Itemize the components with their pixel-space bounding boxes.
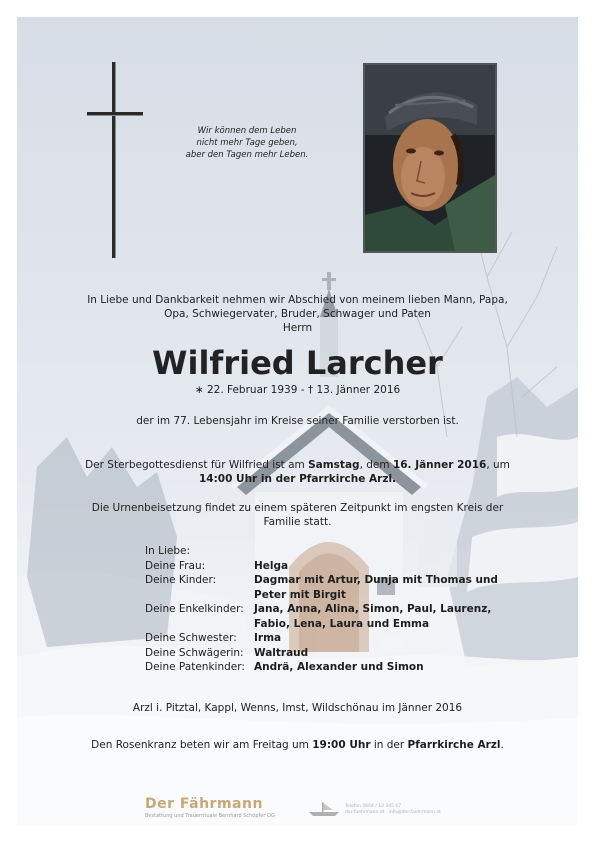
family-heading: In Liebe: (145, 545, 190, 557)
family-label: Deine Schwägerin: (145, 646, 244, 659)
family-value: Jana, Anna, Alina, Simon, Paul, Laurenz, Fabio, Lena, Laura und Emma (254, 603, 492, 630)
service-text: , dem (359, 459, 393, 471)
family-label: Deine Frau: (145, 559, 206, 572)
family-label: Deine Schwester: (145, 632, 237, 644)
date-separator: - (300, 384, 305, 396)
family-value: Helga (254, 559, 289, 572)
urn-burial-text: Die Urnenbeisetzung findet zu einem späteren Zeitpunkt im engsten Kreis der Familie statt. (91, 502, 504, 528)
service-day: Samstag (308, 459, 360, 471)
deceased-name: Wilfried Larcher (152, 344, 443, 382)
rosary-text-part: Den Rosenkranz beten wir am Freitag um (91, 739, 313, 751)
quote-line: Wir können dem Leben (197, 126, 297, 136)
family-row (145, 631, 525, 646)
cross-icon (87, 62, 143, 258)
quote-line: aber den Tagen mehr Leben. (185, 150, 309, 160)
quote-line: nicht mehr Tage geben, (196, 138, 298, 148)
family-row (145, 646, 525, 661)
family-row (145, 602, 525, 631)
logo-name: Der Fährmann (145, 796, 263, 812)
service-time-location: 14:00 Uhr in der Pfarrkirche Arzl. (198, 473, 397, 485)
place-date-line: Arzl i. Pitztal, Kappl, Wenns, Imst, Wildschönau im Jänner 2016 (132, 702, 463, 714)
family-value: Andrä, Alexander und Simon (254, 661, 424, 673)
intro-line: Opa, Schwiegervater, Bruder, Schwager und Paten (164, 308, 431, 320)
family-label: Deine Enkelkinder: (145, 603, 244, 615)
service-date: 16. Jänner 2016 (392, 459, 487, 471)
portrait-photo (363, 63, 497, 253)
service-text: , um (486, 459, 510, 471)
memorial-quote (167, 125, 327, 161)
intro-line: In Liebe und Dankbarkeit nehmen wir Abschied von meinem lieben Mann, Papa, (87, 294, 508, 306)
family-label: Deine Kinder: (145, 574, 217, 586)
age-statement: der im 77. Lebensjahr im Kreise seiner Familie verstorben ist. (136, 415, 459, 427)
logo-tagline: Bestattung und Trauerrituale Bernhard Schöpfer OG (145, 813, 275, 819)
death-date: 13. Jänner 2016 (316, 384, 401, 396)
intro-text (77, 293, 518, 335)
service-text: Der Sterbegottesdienst für Wilfried ist am (85, 459, 309, 471)
family-label: Deine Patenkinder: (145, 661, 245, 673)
rosary-time: 19:00 Uhr (312, 739, 371, 751)
rosary-text (72, 738, 523, 752)
rosary-church: Pfarrkirche Arzl (407, 739, 501, 751)
family-value: Irma (254, 632, 282, 644)
intro-line: Herrn (282, 322, 313, 334)
family-value: Waltraud (254, 646, 309, 659)
born-symbol: ∗ (194, 384, 204, 396)
family-row (145, 573, 525, 602)
funeral-service-text (72, 458, 523, 486)
address-line: der-faehrmann.at · info@der-faehrmann.at (345, 810, 441, 815)
obituary-card (17, 17, 578, 825)
funeral-home-logo (145, 796, 445, 822)
portrait-image (365, 65, 495, 251)
family-list (145, 544, 525, 675)
logo-address (345, 804, 441, 816)
ferry-boat-icon (307, 800, 341, 818)
rosary-text-part: . (500, 739, 504, 751)
birth-date: 22. Februar 1939 (206, 384, 298, 396)
family-row (145, 559, 525, 574)
family-value: Dagmar mit Artur, Dunja mit Thomas und Peter mit Birgit (254, 574, 498, 601)
died-symbol: † (307, 384, 314, 396)
life-dates (77, 383, 518, 397)
rosary-text-part: in der (370, 739, 408, 751)
address-line: Telefon 0664 / 12 345 67 (345, 804, 402, 809)
family-row (145, 660, 525, 675)
